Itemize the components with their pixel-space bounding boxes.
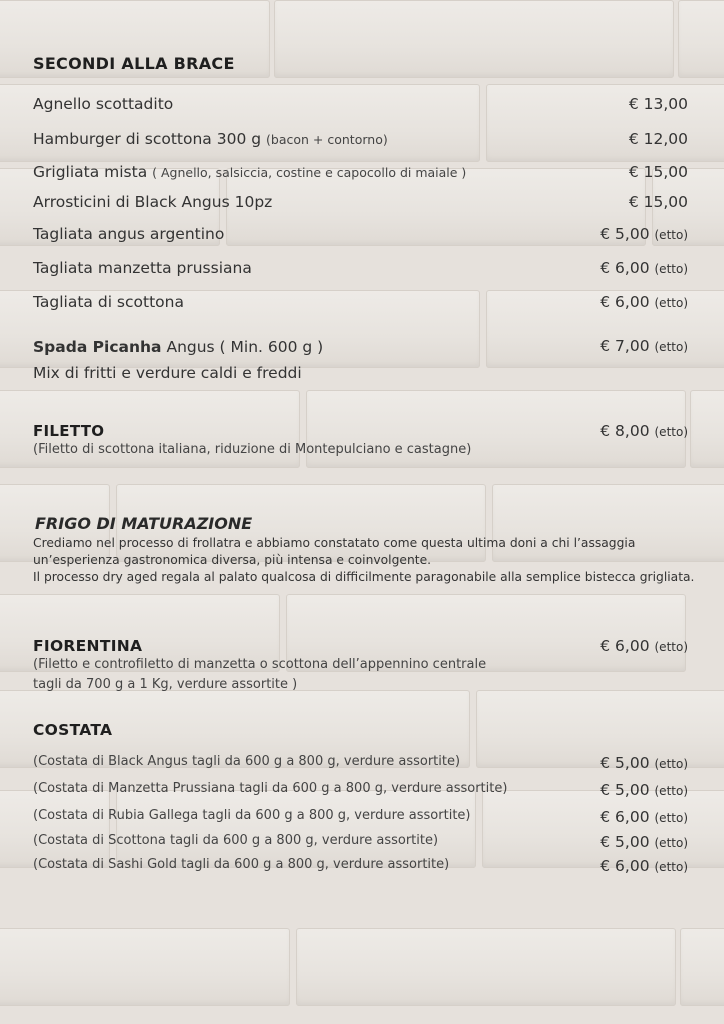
item-price <box>600 637 688 655</box>
menu-item <box>33 95 173 113</box>
frigo-paragraph-line: Crediamo nel processo di frollatra e abbiamo constatato come questa ultima doni a chi l’assaggia <box>33 536 636 550</box>
item-name: Tagliata manzetta prussiana <box>33 259 252 277</box>
price-unit: (etto) <box>654 860 688 874</box>
section-title-fiorentina: FIORENTINA <box>33 637 143 655</box>
item-price <box>600 857 688 875</box>
menu-item <box>33 163 466 181</box>
item-name: Grigliata mista <box>33 163 148 181</box>
price-unit: (etto) <box>654 836 688 850</box>
item-price <box>600 259 688 277</box>
price-unit: (etto) <box>654 640 688 654</box>
item-description: (Filetto e controfiletto di manzetta o scottona dell’appennino centrale <box>33 657 487 672</box>
item-price <box>600 422 688 440</box>
price-unit: (etto) <box>654 296 688 310</box>
menu-item <box>33 259 252 277</box>
section-title-filetto: FILETTO <box>33 422 105 440</box>
price-unit: (etto) <box>654 757 688 771</box>
price-unit: (etto) <box>654 340 688 354</box>
item-price <box>629 163 688 181</box>
price-value: € 6,00 <box>600 293 650 311</box>
item-note: (bacon + contorno) <box>266 132 388 147</box>
item-price <box>629 130 688 148</box>
item-name: Tagliata di scottona <box>33 293 184 311</box>
price-value: € 12,00 <box>628 130 688 148</box>
section-title-secondi: SECONDI ALLA BRACE <box>33 54 235 73</box>
price-value: € 5,00 <box>600 781 650 799</box>
price-unit: (etto) <box>654 262 688 276</box>
price-value: € 6,00 <box>600 808 650 826</box>
item-name: Tagliata angus argentino <box>33 225 225 243</box>
frigo-paragraph-line: Il processo dry aged regala al palato qualcosa di difficilmente paragonabile alla semplice bistecca grigliata. <box>33 570 695 584</box>
item-name: Arrosticini di Black Angus 10pz <box>33 193 273 211</box>
item-price <box>629 95 688 113</box>
price-value: € 13,00 <box>628 95 688 113</box>
item-name-bold: Spada Picanha <box>33 338 162 356</box>
costata-item: (Costata di Sashi Gold tagli da 600 g a 800 g, verdure assortite) <box>33 857 450 872</box>
item-price <box>600 293 688 311</box>
item-description: tagli da 700 g a 1 Kg, verdure assortite ) <box>33 677 298 692</box>
menu-item <box>33 130 388 148</box>
menu-item-picanha <box>33 338 323 356</box>
item-price <box>600 833 688 851</box>
item-price <box>600 225 688 243</box>
price-value: € 7,00 <box>600 337 650 355</box>
item-note: ( Agnello, salsiccia, costine e capocollo di maiale ) <box>152 165 467 180</box>
section-title-costata: COSTATA <box>33 721 113 739</box>
item-description: Mix di fritti e verdure caldi e freddi <box>33 364 302 382</box>
item-price <box>600 808 688 826</box>
costata-item: (Costata di Scottona tagli da 600 g a 800 g, verdure assortite) <box>33 833 439 848</box>
price-value: € 6,00 <box>600 637 650 655</box>
price-value: € 8,00 <box>600 422 650 440</box>
menu-item <box>33 225 224 243</box>
item-price <box>600 754 688 772</box>
item-price <box>600 337 688 355</box>
costata-item: (Costata di Black Angus tagli da 600 g a 800 g, verdure assortite) <box>33 754 461 769</box>
item-name: Agnello scottadito <box>33 95 174 113</box>
price-value: € 6,00 <box>600 857 650 875</box>
price-value: € 15,00 <box>628 163 688 181</box>
item-name: Angus ( Min. 600 g ) <box>166 338 324 356</box>
menu-item <box>33 193 272 211</box>
item-price <box>600 781 688 799</box>
price-unit: (etto) <box>654 784 688 798</box>
costata-item: (Costata di Rubia Gallega tagli da 600 g a 800 g, verdure assortite) <box>33 808 471 823</box>
price-unit: (etto) <box>654 228 688 242</box>
item-price <box>629 193 688 211</box>
section-title-frigo: FRIGO DI MATURAZIONE <box>35 514 253 533</box>
item-description: (Filetto di scottona italiana, riduzione di Montepulciano e castagne) <box>33 442 472 457</box>
price-value: € 6,00 <box>600 259 650 277</box>
price-value: € 5,00 <box>600 225 650 243</box>
costata-item: (Costata di Manzetta Prussiana tagli da 600 g a 800 g, verdure assortite) <box>33 781 508 796</box>
price-value: € 5,00 <box>600 754 650 772</box>
price-value: € 15,00 <box>628 193 688 211</box>
price-unit: (etto) <box>654 425 688 439</box>
frigo-paragraph-line: un’esperienza gastronomica diversa, più intensa e coinvolgente. <box>33 553 432 567</box>
menu-item <box>33 293 184 311</box>
price-unit: (etto) <box>654 811 688 825</box>
price-value: € 5,00 <box>600 833 650 851</box>
item-name: Hamburger di scottona 300 g <box>33 130 262 148</box>
